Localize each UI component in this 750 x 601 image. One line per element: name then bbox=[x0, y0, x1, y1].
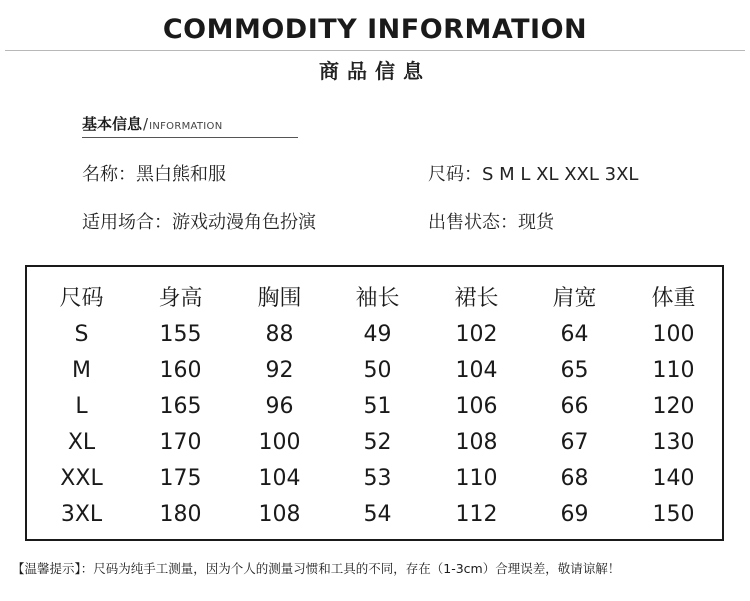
table-row bbox=[27, 353, 722, 389]
table-cell: 68 bbox=[560, 466, 589, 491]
table-cell: 130 bbox=[652, 430, 695, 455]
table-cell: S bbox=[74, 322, 89, 347]
table-cell: 120 bbox=[652, 394, 695, 419]
table-cell: 104 bbox=[455, 358, 498, 383]
table-cell: 3XL bbox=[60, 502, 103, 527]
info-sale-status: 出售状态：现货 bbox=[428, 212, 554, 233]
table-cell: 65 bbox=[560, 358, 589, 383]
page-title: COMMODITY INFORMATION bbox=[162, 14, 588, 45]
table-cell: 49 bbox=[363, 322, 392, 347]
table-cell: 108 bbox=[455, 430, 498, 455]
table-cell: XXL bbox=[60, 466, 103, 491]
table-row bbox=[27, 389, 722, 425]
table-cell: 54 bbox=[363, 502, 392, 527]
table-cell: 96 bbox=[265, 394, 294, 419]
table-row bbox=[27, 425, 722, 461]
table-cell: 64 bbox=[560, 322, 589, 347]
table-header-row bbox=[27, 281, 722, 317]
table-row bbox=[27, 497, 722, 533]
section-divider bbox=[82, 137, 298, 138]
table-cell: 100 bbox=[652, 322, 695, 347]
info-product-name: 名称：黑白熊和服 bbox=[82, 164, 226, 185]
table-header-cell: 裙长 bbox=[454, 286, 499, 311]
info-sizes: 尺码：S M L XL XXL 3XL bbox=[428, 164, 639, 185]
table-cell: 51 bbox=[363, 394, 392, 419]
table-cell: 155 bbox=[159, 322, 202, 347]
table-cell: 52 bbox=[363, 430, 392, 455]
section-heading bbox=[82, 113, 222, 134]
table-cell: 104 bbox=[258, 466, 301, 491]
table-cell: 66 bbox=[560, 394, 589, 419]
table-header-cell: 袖长 bbox=[355, 286, 400, 311]
table-cell: 53 bbox=[363, 466, 392, 491]
table-cell: 175 bbox=[159, 466, 202, 491]
table-cell: 150 bbox=[652, 502, 695, 527]
title-divider bbox=[5, 50, 745, 51]
table-row bbox=[27, 461, 722, 497]
section-title-cn: 基本信息 bbox=[82, 115, 143, 133]
table-cell: 170 bbox=[159, 430, 202, 455]
table-cell: 102 bbox=[455, 322, 498, 347]
table-cell: M bbox=[72, 358, 91, 383]
table-cell: 160 bbox=[159, 358, 202, 383]
table-cell: 140 bbox=[652, 466, 695, 491]
table-cell: 180 bbox=[159, 502, 202, 527]
table-cell: 110 bbox=[652, 358, 695, 383]
measurement-tip-note: 【温馨提示】：尺码为纯手工测量，因为个人的测量习惯和工具的不同，存在（1-3cm）合理误差，敬请谅解！ bbox=[12, 561, 621, 576]
section-slash: / bbox=[143, 115, 149, 133]
page-subtitle: 商品信息 bbox=[319, 59, 431, 83]
info-occasion: 适用场合：游戏动漫角色扮演 bbox=[82, 212, 316, 233]
table-header-cell: 胸围 bbox=[257, 286, 302, 311]
table-cell: 50 bbox=[363, 358, 392, 383]
size-chart-table bbox=[25, 265, 724, 541]
table-header-cell: 体重 bbox=[651, 286, 696, 311]
table-cell: 112 bbox=[455, 502, 498, 527]
table-cell: 92 bbox=[265, 358, 294, 383]
table-cell: 88 bbox=[265, 322, 294, 347]
table-cell: 110 bbox=[455, 466, 498, 491]
table-cell: 165 bbox=[159, 394, 202, 419]
table-cell: 67 bbox=[560, 430, 589, 455]
table-cell: 100 bbox=[258, 430, 301, 455]
table-row bbox=[27, 317, 722, 353]
table-header-cell: 尺码 bbox=[59, 286, 104, 311]
table-header-cell: 身高 bbox=[158, 286, 203, 311]
table-header-cell: 肩宽 bbox=[552, 286, 597, 311]
table-cell: L bbox=[75, 394, 88, 419]
table-cell: 69 bbox=[560, 502, 589, 527]
table-cell: 106 bbox=[455, 394, 498, 419]
table-cell: 108 bbox=[258, 502, 301, 527]
table-cell: XL bbox=[67, 430, 96, 455]
section-title-en: INFORMATION bbox=[149, 121, 223, 132]
